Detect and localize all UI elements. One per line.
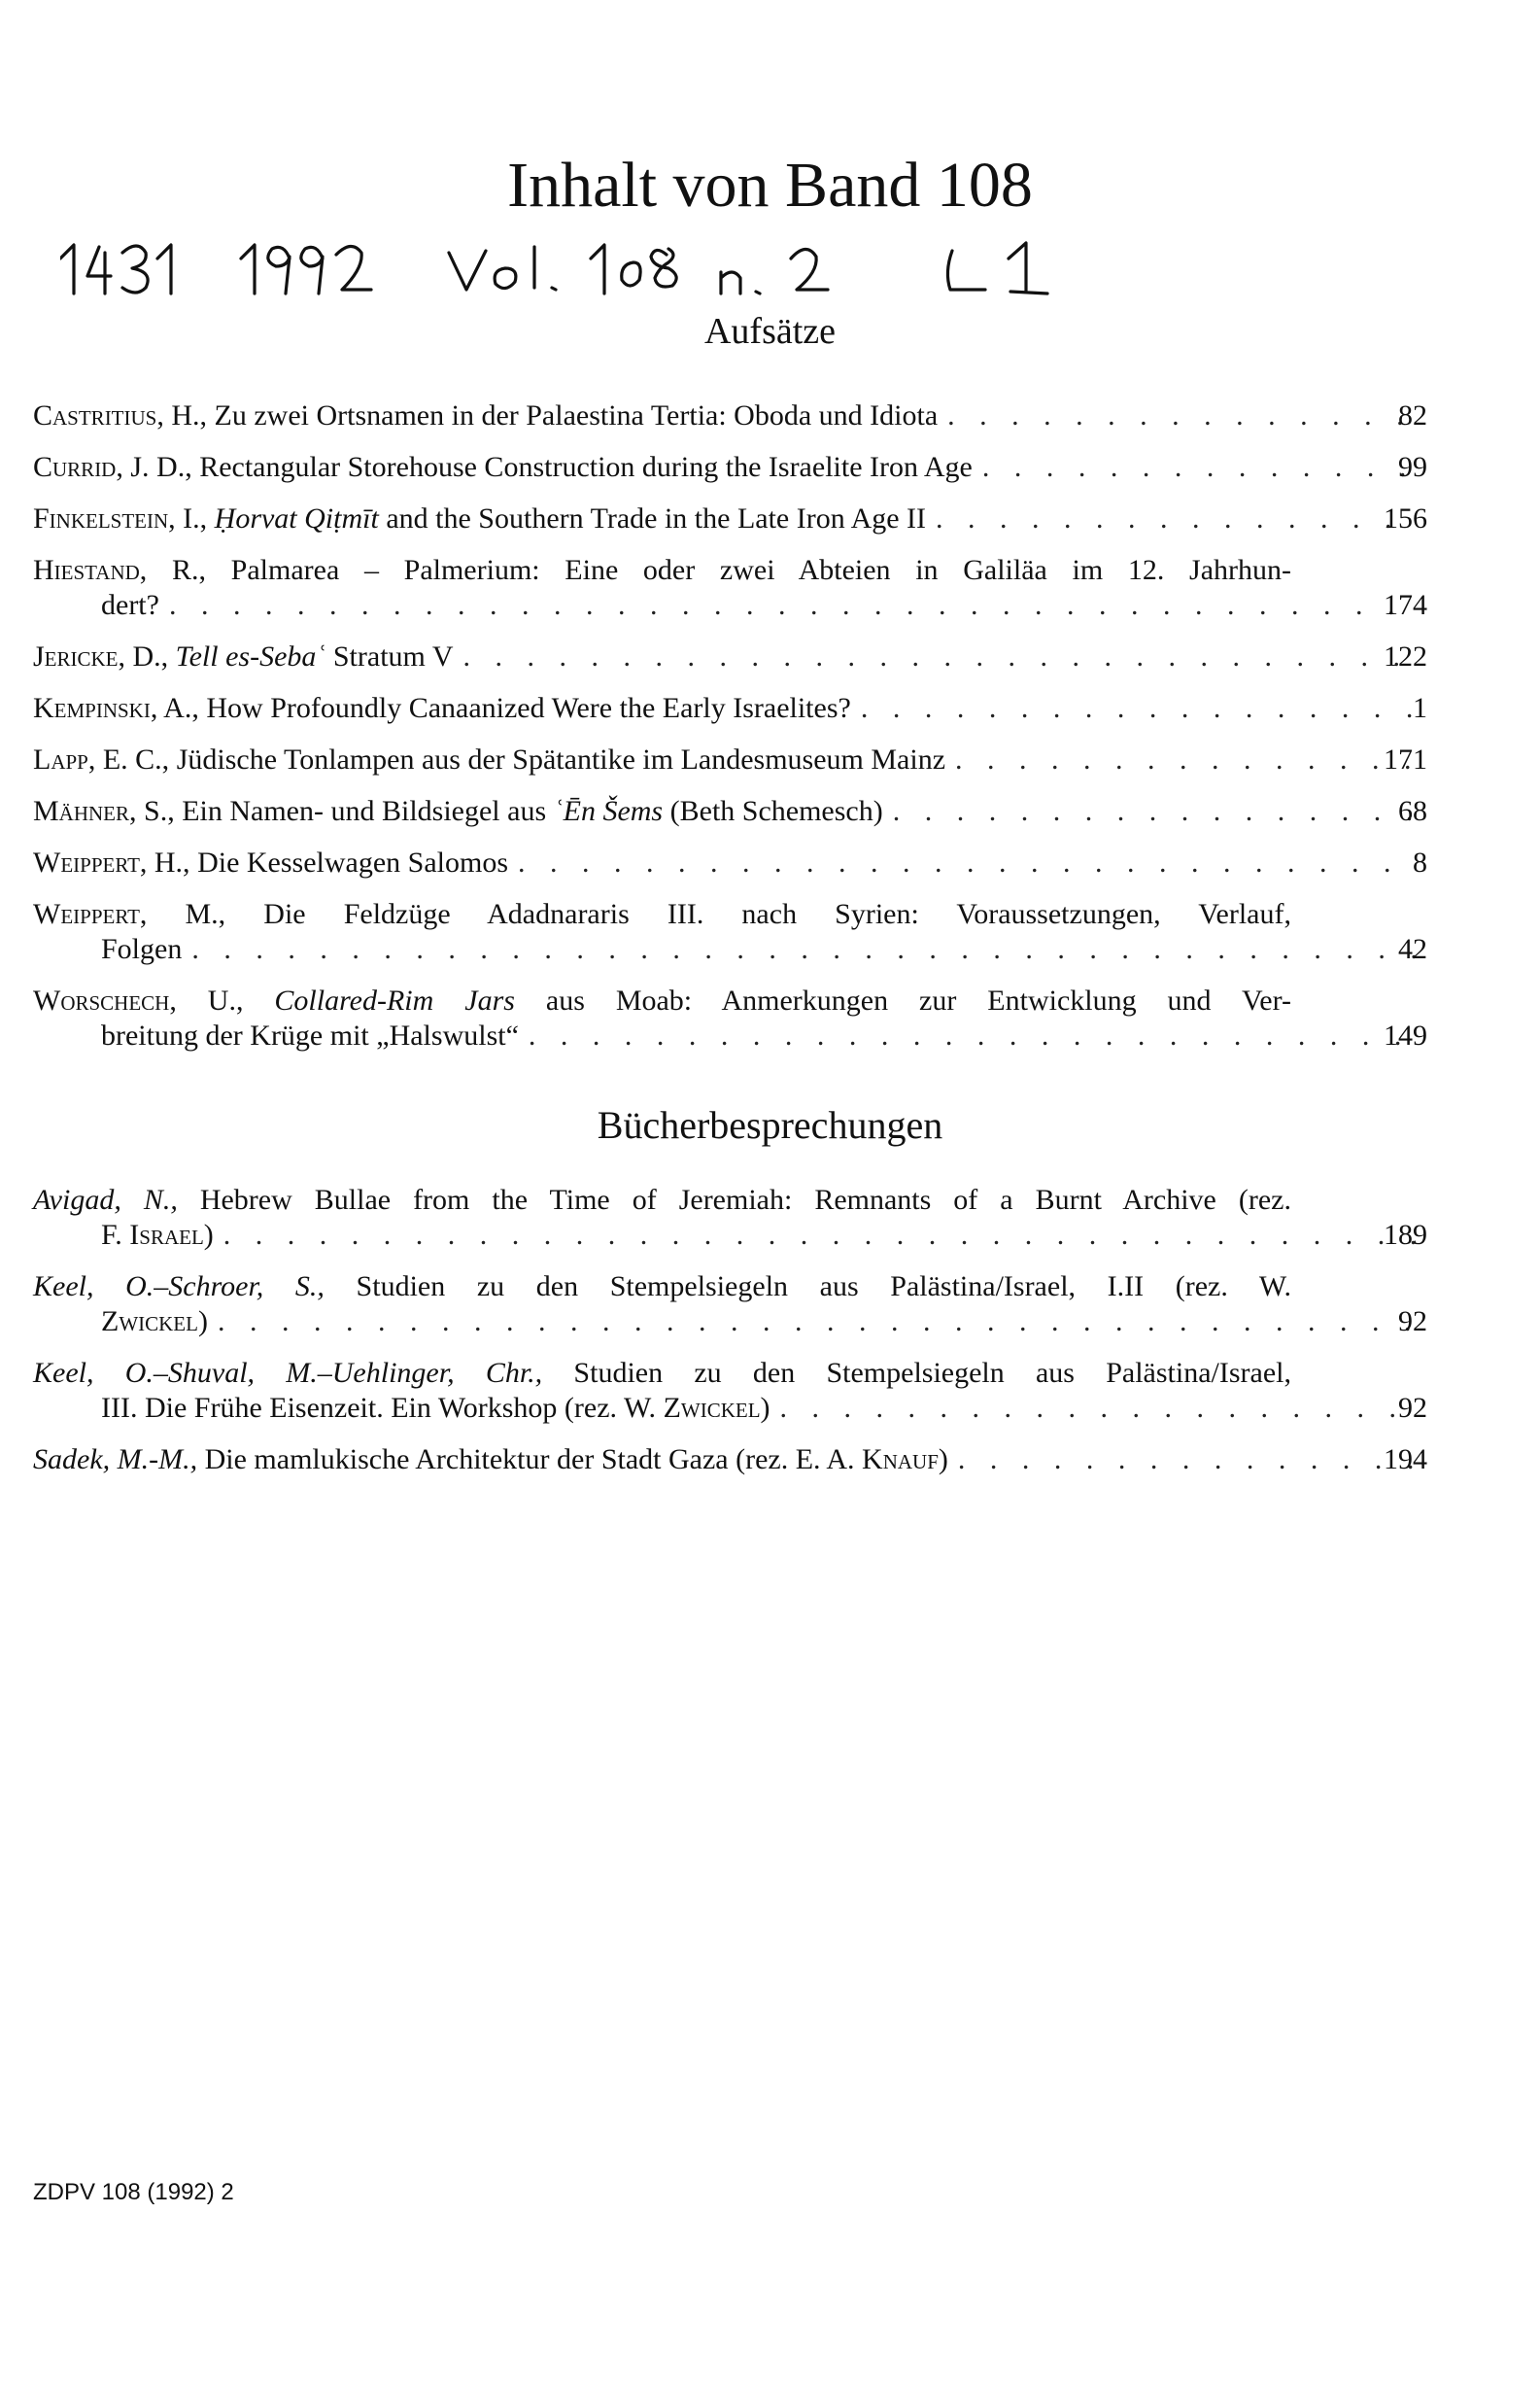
toc-entry [33,984,1427,1054]
entry-title: (Beth Schemesch) [663,795,883,827]
entry-title: Stratum V [325,640,454,673]
entry-page: 82 [1398,399,1427,432]
entry-author: Mähner, S., [33,795,175,827]
entry-title-italic: Ḥorvat Qiṭmīt [207,502,379,535]
entry-author: Hiestand, R., [33,554,206,586]
entry-title-line1: Die Feldzüge Adadnararis III. nach Syrien: Voraussetzungen, Verlauf, [225,898,1291,930]
entry-title: Jüdische Tonlampen aus der Spätantike im Landesmuseum Mainz [169,744,946,776]
entry-page: 8 [1413,847,1427,879]
entry-page: 92 [1398,1305,1427,1337]
entry-author: Finkelstein, I., [33,502,208,535]
section-heading-articles: Aufsätze [703,311,837,352]
entry-title: and the Southern Trade in the Late Iron Age II [378,502,927,535]
entry-title: Die Kesselwagen Salomos [189,847,508,879]
dot-leader [518,846,1418,881]
dot-leader [463,640,1419,675]
entry-page: 99 [1398,451,1427,483]
entry-page: 156 [1384,502,1427,535]
entry-title-pre: Ein Namen- und Bildsiegel aus [174,795,554,827]
entry-page: 68 [1398,795,1427,827]
toc-entry [33,1183,1427,1253]
dot-leader [218,1304,1418,1339]
toc-entry [33,398,1427,433]
toc-entry [33,553,1427,623]
entry-author: Keel, O.–Schroer, S., [33,1270,325,1302]
entry-author: Lapp, E. C., [33,744,170,776]
toc-entry [33,794,1427,829]
entry-page: 1 [1413,692,1427,724]
entry-title: Zu zwei Ortsnamen in der Palaestina Tertia: Oboda und Idiota [207,399,939,432]
entry-title-line1: Palmarea – Palmerium: Eine oder zwei Abteien in Galiläa im 12. Jahrhun- [206,554,1291,586]
entry-title: ) [203,1219,214,1251]
entry-page: 122 [1384,640,1427,673]
toc-entry [33,846,1427,881]
entry-title: ) [197,1305,208,1337]
entry-title: How Profoundly Canaanized Were the Early Israelites? [198,692,851,724]
handwritten-note [60,233,1498,301]
entry-author: Currid, J. D., [33,451,192,483]
toc-entry [33,691,1427,726]
entry-title-pre: III. Die Frühe Eisenzeit. Ein Workshop (rez. W. [101,1392,664,1424]
entry-author: Sadek, M.-M., [33,1443,198,1475]
reviewer-name: Zwickel [663,1392,761,1424]
dot-leader [529,1019,1418,1054]
entry-title: breitung der Krüge mit „Halswulst“ [101,1020,519,1052]
reviewer-name: Zwickel [101,1305,198,1337]
entry-page: 149 [1384,1020,1427,1052]
entry-author: Jericke, D., [33,640,169,673]
entry-author: Keel, O.–Shuval, M.–Uehlinger, Chr., [33,1357,543,1389]
entry-title: ) [760,1392,770,1424]
dot-leader [191,932,1418,967]
entry-author: Worschech, U., [33,985,244,1017]
entry-author: Weippert, M., [33,898,226,930]
toc-entry [33,450,1427,485]
entry-title-pre: Die mamlukische Architektur der Stadt Gaza (rez. E. A. [197,1443,863,1475]
entry-author: Castritius, H., [33,399,208,432]
entry-title: Rectangular Storehouse Construction during the Israelite Iron Age [191,451,973,483]
reviews-list [33,1183,1427,1494]
entry-title-italic: Tell es-Sebaʿ [168,640,326,673]
toc-entry [33,640,1427,675]
entry-title: Folgen [101,933,183,965]
toc-entry [33,1356,1427,1426]
entry-author: Weippert, H., [33,847,190,879]
journal-footer: ZDPV 108 (1992) 2 [33,2179,234,2205]
toc-entry [33,1269,1427,1339]
toc-entry [33,897,1427,967]
entry-author: Avigad, N., [33,1184,178,1216]
entry-title-line1: Hebrew Bullae from the Time of Jeremiah: Remnants of a Burnt Archive (rez. [177,1184,1291,1216]
entry-page: 189 [1384,1219,1427,1251]
entry-page: 92 [1398,1392,1427,1424]
reviewer-name: Knauf [862,1443,939,1475]
entry-page: 171 [1384,744,1427,776]
toc-entry [33,502,1427,536]
toc-entry [33,1442,1427,1477]
page-title: Inhalt von Band 108 [507,150,1033,221]
entry-title-pre: F. [101,1219,130,1251]
entry-page: 174 [1384,589,1427,621]
entry-title-line1: aus Moab: Anmerkungen zur Entwicklung und Ver- [514,985,1291,1017]
toc-entry [33,743,1427,778]
articles-list [33,398,1427,1070]
dot-leader [223,1218,1418,1253]
section-heading-reviews: Bücherbesprechungen [597,1103,943,1147]
entry-page: 42 [1398,933,1427,965]
entry-author: Kempinski, A., [33,692,199,724]
entry-title-line1: Studien zu den Stempelsiegeln aus Palästina/Israel, [542,1357,1291,1389]
entry-title-italic: Collared-Rim Jars [243,985,515,1017]
entry-title: ) [938,1443,948,1475]
reviewer-name: Israel [129,1219,204,1251]
dot-leader [169,588,1418,623]
entry-title-line1: Studien zu den Stempelsiegeln aus Palästina/Israel, I.II (rez. W. [324,1270,1291,1302]
entry-page: 194 [1384,1443,1427,1475]
entry-title: dert? [101,589,159,621]
entry-title-italic: ʿĒn Šems [553,795,664,827]
